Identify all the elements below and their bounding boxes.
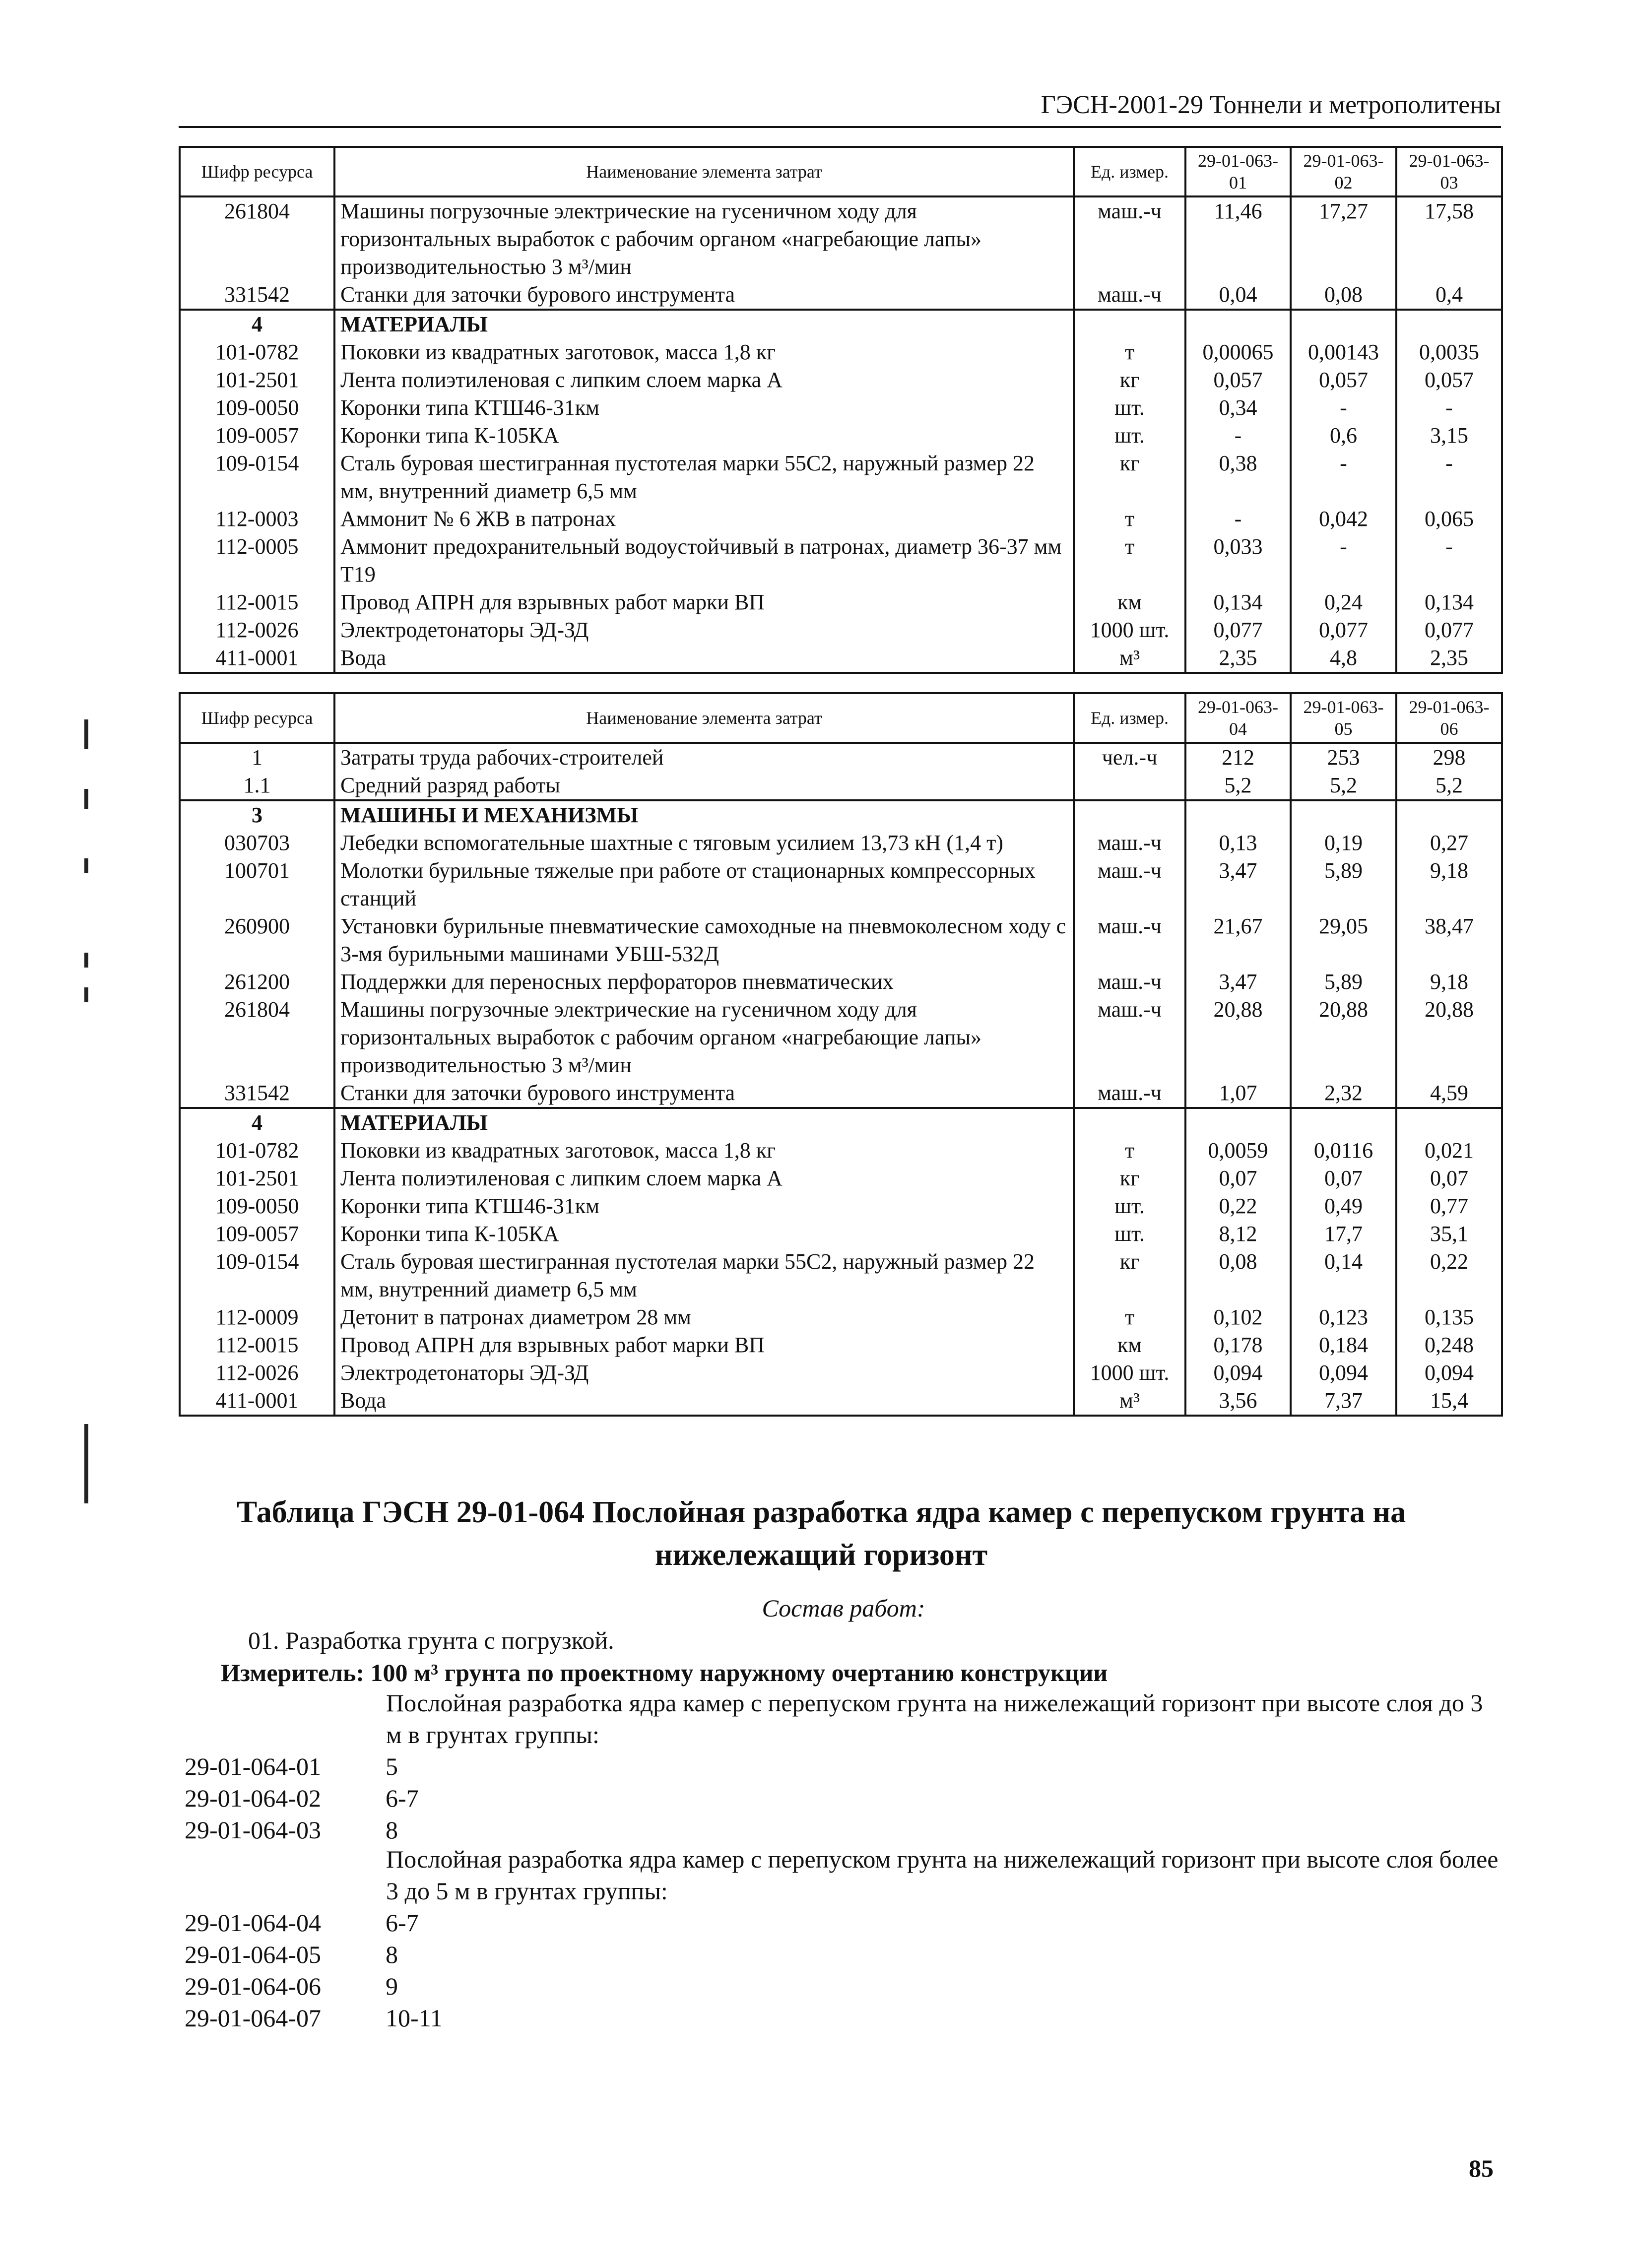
table-header-row xyxy=(180,693,1502,743)
row-value-2: 0,0116 xyxy=(1291,1137,1396,1165)
row-unit xyxy=(1074,1108,1185,1137)
row-code: 112-0005 xyxy=(180,533,334,588)
soil-group: 6-7 xyxy=(386,1784,419,1812)
row-value-2: 4,8 xyxy=(1291,644,1396,673)
table-row xyxy=(180,196,1502,281)
row-value-3: 0,021 xyxy=(1396,1137,1502,1165)
table-row xyxy=(180,1137,1502,1165)
row-code: 331542 xyxy=(180,1079,334,1108)
row-name: МАТЕРИАЛЫ xyxy=(334,310,1074,338)
row-name: Коронки типа К-105КА xyxy=(334,422,1074,450)
section-row-materials xyxy=(180,1108,1502,1137)
header-cost-element: Наименование элемента затрат xyxy=(334,147,1074,196)
row-value-2: 0,057 xyxy=(1291,366,1396,394)
row-value-2: 0,184 xyxy=(1291,1331,1396,1359)
row-code: 109-0154 xyxy=(180,1248,334,1303)
list-item xyxy=(185,2002,443,2034)
row-value-1: 5,2 xyxy=(1185,772,1291,800)
header-rule xyxy=(179,126,1501,128)
row-value-1: 0,22 xyxy=(1185,1192,1291,1220)
row-code: 101-0782 xyxy=(180,1137,334,1165)
row-value-2: 0,042 xyxy=(1291,505,1396,533)
row-name: Детонит в патронах диаметром 28 мм xyxy=(334,1303,1074,1331)
page-number: 85 xyxy=(1469,2154,1494,2182)
row-value-2: 2,32 xyxy=(1291,1079,1396,1108)
resource-table-063-01-03 xyxy=(179,146,1503,674)
header-cost-element: Наименование элемента затрат xyxy=(334,693,1074,743)
row-unit xyxy=(1074,772,1185,800)
soil-group: 6-7 xyxy=(386,1909,419,1937)
row-value-1: 2,35 xyxy=(1185,644,1291,673)
row-name: Лента полиэтиленовая с липким слоем марка А xyxy=(334,1165,1074,1192)
row-unit: 1000 шт. xyxy=(1074,616,1185,644)
row-value-3: 35,1 xyxy=(1396,1220,1502,1248)
row-value-1: 0,13 xyxy=(1185,829,1291,857)
row-value-3: 0,057 xyxy=(1396,366,1502,394)
row-code: 112-0026 xyxy=(180,616,334,644)
row-unit: м³ xyxy=(1074,1387,1185,1416)
table-row xyxy=(180,616,1502,644)
row-unit: маш.-ч xyxy=(1074,857,1185,912)
row-value-2: 7,37 xyxy=(1291,1387,1396,1416)
row-value-3: 0,135 xyxy=(1396,1303,1502,1331)
row-code: 109-0154 xyxy=(180,450,334,505)
row-value-2: 0,123 xyxy=(1291,1303,1396,1331)
section-row-materials xyxy=(180,310,1502,338)
row-code: 101-2501 xyxy=(180,1165,334,1192)
row-value-3: 38,47 xyxy=(1396,912,1502,968)
row-code: 260900 xyxy=(180,912,334,968)
row-code: 030703 xyxy=(180,829,334,857)
row-code: 109-0057 xyxy=(180,1220,334,1248)
norm-code: 29-01-064-06 xyxy=(185,1972,321,2000)
resource-table-063-04-06 xyxy=(179,692,1503,1417)
norm-list-group-2 xyxy=(185,1907,443,2034)
row-code: 1 xyxy=(180,743,334,772)
row-value-1: 8,12 xyxy=(1185,1220,1291,1248)
row-code: 261804 xyxy=(180,196,334,281)
row-name: Затраты труда рабочих-строителей xyxy=(334,743,1074,772)
row-value-3 xyxy=(1396,310,1502,338)
row-name: Электродетонаторы ЭД-ЗД xyxy=(334,1359,1074,1387)
row-value-1: 1,07 xyxy=(1185,1079,1291,1108)
row-value-2 xyxy=(1291,1108,1396,1137)
row-value-1: 0,094 xyxy=(1185,1359,1291,1387)
row-value-3 xyxy=(1396,1108,1502,1137)
table-row xyxy=(180,772,1502,800)
soil-group: 9 xyxy=(386,1972,398,2000)
row-value-3: 0,248 xyxy=(1396,1331,1502,1359)
row-code: 101-2501 xyxy=(180,366,334,394)
row-name: Лента полиэтиленовая с липким слоем марка А xyxy=(334,366,1074,394)
row-unit xyxy=(1074,800,1185,829)
row-value-3: 0,27 xyxy=(1396,829,1502,857)
row-unit: км xyxy=(1074,588,1185,616)
table-row xyxy=(180,968,1502,996)
table-row xyxy=(180,996,1502,1079)
row-value-1: - xyxy=(1185,422,1291,450)
row-value-2: 17,7 xyxy=(1291,1220,1396,1248)
header-unit: Ед. измер. xyxy=(1074,147,1185,196)
header-norm-col-2: 29-01-063-05 xyxy=(1291,693,1396,743)
scan-mark xyxy=(84,719,88,749)
row-unit: маш.-ч xyxy=(1074,281,1185,310)
row-value-3: 15,4 xyxy=(1396,1387,1502,1416)
row-code: 112-0015 xyxy=(180,1331,334,1359)
table-row xyxy=(180,533,1502,588)
norm-code: 29-01-064-04 xyxy=(185,1909,321,1937)
row-name: Лебедки вспомогательные шахтные с тяговым усилием 13,73 кН (1,4 т) xyxy=(334,829,1074,857)
row-value-1: 11,46 xyxy=(1185,196,1291,281)
work-composition-caption: Состав работ: xyxy=(762,1594,925,1622)
soil-group: 8 xyxy=(386,1941,398,1968)
row-value-1: 0,033 xyxy=(1185,533,1291,588)
row-value-2: 253 xyxy=(1291,743,1396,772)
row-value-1: 0,178 xyxy=(1185,1331,1291,1359)
row-value-3: 0,77 xyxy=(1396,1192,1502,1220)
row-value-1 xyxy=(1185,800,1291,829)
row-value-1: 3,47 xyxy=(1185,857,1291,912)
norm-code: 29-01-064-07 xyxy=(185,2004,321,2032)
row-name: Сталь буровая шестигранная пустотелая марки 55С2, наружный размер 22 мм, внутренний диаметр 6,5 мм xyxy=(334,1248,1074,1303)
list-item xyxy=(185,1814,419,1846)
row-name: Станки для заточки бурового инструмента xyxy=(334,281,1074,310)
measurer-label: Измеритель: xyxy=(221,1659,365,1686)
row-name: Машины погрузочные электрические на гусеничном ходу для горизонтальных выработок с рабочим органом «нагребающие лапы» производительностью 3 м³/мин xyxy=(334,996,1074,1079)
row-name: Аммонит № 6 ЖВ в патронах xyxy=(334,505,1074,533)
group-1-description: Послойная разработка ядра камер с перепуском грунта на нижележащий горизонт при высоте слоя до 3 м в грунтах группы: xyxy=(386,1689,1483,1749)
row-value-3: 0,0035 xyxy=(1396,338,1502,366)
header-resource-code: Шифр ресурса xyxy=(180,147,334,196)
row-unit: маш.-ч xyxy=(1074,968,1185,996)
row-value-3: 3,15 xyxy=(1396,422,1502,450)
section-row-machines xyxy=(180,800,1502,829)
row-value-1: 0,0059 xyxy=(1185,1137,1291,1165)
row-value-3: 0,134 xyxy=(1396,588,1502,616)
row-value-2: 0,24 xyxy=(1291,588,1396,616)
table-row xyxy=(180,644,1502,673)
table-row xyxy=(180,1165,1502,1192)
row-name: Коронки типа КТШ46-31км xyxy=(334,394,1074,422)
row-value-2: 20,88 xyxy=(1291,996,1396,1079)
header-resource-code: Шифр ресурса xyxy=(180,693,334,743)
row-value-1: 21,67 xyxy=(1185,912,1291,968)
table-row xyxy=(180,1248,1502,1303)
row-value-3: 298 xyxy=(1396,743,1502,772)
row-value-2: 0,07 xyxy=(1291,1165,1396,1192)
row-name: Молотки бурильные тяжелые при работе от стационарных компрессорных станций xyxy=(334,857,1074,912)
list-item xyxy=(185,1750,419,1782)
row-code: 101-0782 xyxy=(180,338,334,366)
row-value-3: 20,88 xyxy=(1396,996,1502,1079)
header-norm-col-2: 29-01-063-02 xyxy=(1291,147,1396,196)
header-norm-col-1: 29-01-063-01 xyxy=(1185,147,1291,196)
row-value-2: 0,19 xyxy=(1291,829,1396,857)
row-value-1: 212 xyxy=(1185,743,1291,772)
row-value-1: 0,057 xyxy=(1185,366,1291,394)
row-value-3: 9,18 xyxy=(1396,857,1502,912)
row-name: Сталь буровая шестигранная пустотелая марки 55С2, наружный размер 22 мм, внутренний диаметр 6,5 мм xyxy=(334,450,1074,505)
row-unit: маш.-ч xyxy=(1074,1079,1185,1108)
row-code: 112-0009 xyxy=(180,1303,334,1331)
scan-mark xyxy=(84,789,88,809)
row-name: Средний разряд работы xyxy=(334,772,1074,800)
row-code: 1.1 xyxy=(180,772,334,800)
row-value-3: 0,077 xyxy=(1396,616,1502,644)
table-row xyxy=(180,1359,1502,1387)
row-name: МАТЕРИАЛЫ xyxy=(334,1108,1074,1137)
row-value-1: 20,88 xyxy=(1185,996,1291,1079)
row-name: Электродетонаторы ЭД-ЗД xyxy=(334,616,1074,644)
row-unit: шт. xyxy=(1074,1220,1185,1248)
row-value-2: 5,89 xyxy=(1291,968,1396,996)
row-unit: т xyxy=(1074,505,1185,533)
row-value-2: 0,077 xyxy=(1291,616,1396,644)
row-unit: т xyxy=(1074,533,1185,588)
row-code: 100701 xyxy=(180,857,334,912)
row-name: Установки бурильные пневматические самоходные на пневмоколесном ходу с 3-мя бурильными машинами УБШ-532Д xyxy=(334,912,1074,968)
table-row xyxy=(180,394,1502,422)
scan-margin-marks xyxy=(74,581,104,1548)
row-value-3: 9,18 xyxy=(1396,968,1502,996)
row-name: МАШИНЫ И МЕХАНИЗМЫ xyxy=(334,800,1074,829)
row-unit: чел.-ч xyxy=(1074,743,1185,772)
table-header-row xyxy=(180,147,1502,196)
row-code: 411-0001 xyxy=(180,644,334,673)
row-value-1: 0,134 xyxy=(1185,588,1291,616)
row-value-1: 0,077 xyxy=(1185,616,1291,644)
work-item: 01. Разработка грунта с погрузкой. xyxy=(248,1626,614,1654)
header-unit: Ед. измер. xyxy=(1074,693,1185,743)
row-code: 112-0003 xyxy=(180,505,334,533)
row-value-2: - xyxy=(1291,394,1396,422)
scan-mark xyxy=(84,858,88,873)
row-unit: шт. xyxy=(1074,394,1185,422)
row-unit: маш.-ч xyxy=(1074,996,1185,1079)
row-code: 109-0057 xyxy=(180,422,334,450)
table-row xyxy=(180,588,1502,616)
row-value-1: 0,07 xyxy=(1185,1165,1291,1192)
row-code: 3 xyxy=(180,800,334,829)
row-unit xyxy=(1074,310,1185,338)
table-row xyxy=(180,450,1502,505)
scan-mark xyxy=(84,1424,88,1503)
table-row xyxy=(180,1192,1502,1220)
table-row xyxy=(180,505,1502,533)
table-title: Таблица ГЭСН 29-01-064 Послойная разработка ядра камер с перепуском грунта на нижележащий горизонт xyxy=(236,1495,1406,1572)
row-code: 4 xyxy=(180,1108,334,1137)
row-value-3: 17,58 xyxy=(1396,196,1502,281)
row-unit: кг xyxy=(1074,1248,1185,1303)
header-norm-col-1: 29-01-063-04 xyxy=(1185,693,1291,743)
row-unit: км xyxy=(1074,1331,1185,1359)
row-value-3: 5,2 xyxy=(1396,772,1502,800)
row-value-1: 3,56 xyxy=(1185,1387,1291,1416)
list-item xyxy=(185,1970,443,2002)
table-row xyxy=(180,829,1502,857)
row-value-2 xyxy=(1291,800,1396,829)
row-unit: 1000 шт. xyxy=(1074,1359,1185,1387)
row-code: 261804 xyxy=(180,996,334,1079)
row-unit: маш.-ч xyxy=(1074,829,1185,857)
row-value-1: 0,08 xyxy=(1185,1248,1291,1303)
soil-group: 8 xyxy=(386,1816,398,1844)
row-unit: т xyxy=(1074,1303,1185,1331)
row-unit: шт. xyxy=(1074,422,1185,450)
norm-code: 29-01-064-03 xyxy=(185,1816,321,1844)
row-value-2: 0,00143 xyxy=(1291,338,1396,366)
row-value-1: 0,34 xyxy=(1185,394,1291,422)
row-name: Аммонит предохранительный водоустойчивый в патронах, диаметр 36-37 мм Т19 xyxy=(334,533,1074,588)
norm-code: 29-01-064-05 xyxy=(185,1941,321,1968)
row-code: 411-0001 xyxy=(180,1387,334,1416)
row-value-3: 2,35 xyxy=(1396,644,1502,673)
running-header: ГЭСН-2001-29 Тоннели и метрополитены xyxy=(1041,91,1501,119)
row-name: Поддержки для переносных перфораторов пневматических xyxy=(334,968,1074,996)
table-row xyxy=(180,1331,1502,1359)
row-value-2: 0,6 xyxy=(1291,422,1396,450)
row-name: Поковки из квадратных заготовок, масса 1,8 кг xyxy=(334,1137,1074,1165)
norm-code: 29-01-064-01 xyxy=(185,1752,321,1780)
row-value-3: - xyxy=(1396,450,1502,505)
row-code: 112-0015 xyxy=(180,588,334,616)
row-code: 4 xyxy=(180,310,334,338)
row-code: 109-0050 xyxy=(180,394,334,422)
row-name: Машины погрузочные электрические на гусеничном ходу для горизонтальных выработок с рабочим органом «нагребающие лапы» производительностью 3 м³/мин xyxy=(334,196,1074,281)
row-value-1: 0,102 xyxy=(1185,1303,1291,1331)
row-name: Вода xyxy=(334,644,1074,673)
measurer-value: 100 м³ грунта по проектному наружному очертанию конструкции xyxy=(370,1659,1108,1686)
row-value-2: - xyxy=(1291,533,1396,588)
row-value-2: 29,05 xyxy=(1291,912,1396,968)
row-value-2: 0,14 xyxy=(1291,1248,1396,1303)
table-row xyxy=(180,1387,1502,1416)
table-row xyxy=(180,422,1502,450)
header-norm-col-3: 29-01-063-06 xyxy=(1396,693,1502,743)
list-item xyxy=(185,1907,443,1939)
row-name: Провод АПРН для взрывных работ марки ВП xyxy=(334,588,1074,616)
row-value-2: 5,2 xyxy=(1291,772,1396,800)
row-value-3: - xyxy=(1396,533,1502,588)
measurer-line xyxy=(221,1657,1108,1688)
header-norm-col-3: 29-01-063-03 xyxy=(1396,147,1502,196)
row-unit: маш.-ч xyxy=(1074,912,1185,968)
row-value-3: 4,59 xyxy=(1396,1079,1502,1108)
list-item xyxy=(185,1939,443,1970)
row-name: Провод АПРН для взрывных работ марки ВП xyxy=(334,1331,1074,1359)
table-row xyxy=(180,366,1502,394)
row-value-2: 0,49 xyxy=(1291,1192,1396,1220)
table-row xyxy=(180,281,1502,310)
row-value-3: 0,4 xyxy=(1396,281,1502,310)
row-value-1: - xyxy=(1185,505,1291,533)
row-unit: кг xyxy=(1074,450,1185,505)
row-code: 261200 xyxy=(180,968,334,996)
row-value-3: 0,094 xyxy=(1396,1359,1502,1387)
row-value-3: - xyxy=(1396,394,1502,422)
row-unit: кг xyxy=(1074,366,1185,394)
row-name: Поковки из квадратных заготовок, масса 1,8 кг xyxy=(334,338,1074,366)
norm-code: 29-01-064-02 xyxy=(185,1784,321,1812)
row-value-3: 0,22 xyxy=(1396,1248,1502,1303)
table-row xyxy=(180,1303,1502,1331)
row-value-2 xyxy=(1291,310,1396,338)
row-name: Станки для заточки бурового инструмента xyxy=(334,1079,1074,1108)
row-value-3 xyxy=(1396,800,1502,829)
row-value-1: 0,00065 xyxy=(1185,338,1291,366)
row-value-2: - xyxy=(1291,450,1396,505)
row-value-2: 0,094 xyxy=(1291,1359,1396,1387)
row-value-2: 17,27 xyxy=(1291,196,1396,281)
row-value-3: 0,07 xyxy=(1396,1165,1502,1192)
row-name: Коронки типа К-105КА xyxy=(334,1220,1074,1248)
row-value-3: 0,065 xyxy=(1396,505,1502,533)
row-unit: кг xyxy=(1074,1165,1185,1192)
table-row xyxy=(180,857,1502,912)
row-value-1: 0,38 xyxy=(1185,450,1291,505)
table-row xyxy=(180,912,1502,968)
row-name: Вода xyxy=(334,1387,1074,1416)
row-unit: м³ xyxy=(1074,644,1185,673)
row-value-2: 5,89 xyxy=(1291,857,1396,912)
row-name: Коронки типа КТШ46-31км xyxy=(334,1192,1074,1220)
table-row xyxy=(180,338,1502,366)
row-value-1 xyxy=(1185,1108,1291,1137)
row-value-1 xyxy=(1185,310,1291,338)
row-unit: маш.-ч xyxy=(1074,196,1185,281)
table-row xyxy=(180,1220,1502,1248)
row-unit: т xyxy=(1074,1137,1185,1165)
table-row xyxy=(180,743,1502,772)
row-value-2: 0,08 xyxy=(1291,281,1396,310)
table-row xyxy=(180,1079,1502,1108)
list-item xyxy=(185,1782,419,1814)
soil-group: 5 xyxy=(386,1752,398,1780)
scan-mark xyxy=(84,987,88,1002)
soil-group: 10-11 xyxy=(386,2004,443,2032)
norm-list-group-1 xyxy=(185,1750,419,1846)
row-code: 112-0026 xyxy=(180,1359,334,1387)
row-unit: т xyxy=(1074,338,1185,366)
scan-mark xyxy=(84,953,88,968)
row-code: 331542 xyxy=(180,281,334,310)
group-2-description: Послойная разработка ядра камер с перепуском грунта на нижележащий горизонт при высоте слоя более 3 до 5 м в грунтах группы: xyxy=(386,1845,1499,1905)
row-value-1: 3,47 xyxy=(1185,968,1291,996)
row-value-1: 0,04 xyxy=(1185,281,1291,310)
row-code: 109-0050 xyxy=(180,1192,334,1220)
row-unit: шт. xyxy=(1074,1192,1185,1220)
